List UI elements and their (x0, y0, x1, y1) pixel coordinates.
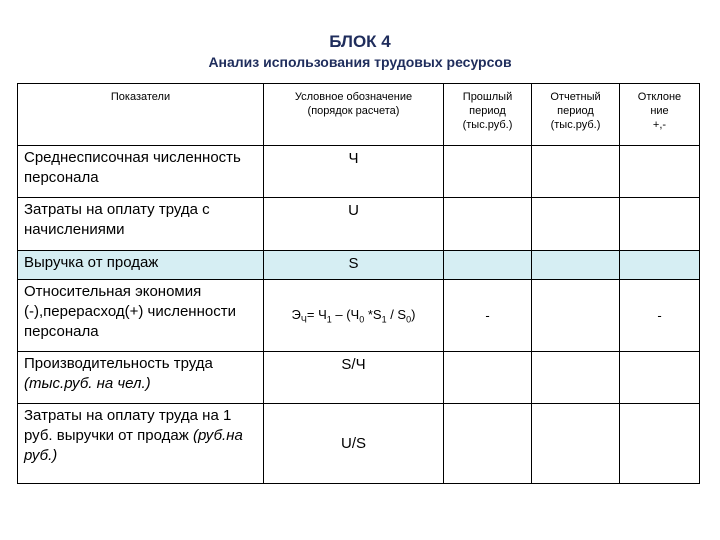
row-past (444, 352, 532, 404)
row-symbol: S (264, 251, 444, 280)
table-row (18, 404, 700, 484)
row-name: Затраты на оплату труда на 1 руб. выручки от продаж (руб.на руб.) (18, 404, 264, 484)
header-past-period: Прошлый период (тыс.руб.) (444, 84, 532, 146)
row-name: Относительная экономия (-),перерасход(+) численности персонала (18, 280, 264, 352)
row-symbol-formula (264, 280, 444, 352)
table-header-row (18, 84, 700, 146)
row-name: Затраты на оплату труда с начислениями (18, 198, 264, 251)
row-deviation: - (620, 280, 700, 352)
row-report (532, 251, 620, 280)
row-report (532, 280, 620, 352)
row-past (444, 404, 532, 484)
row-deviation (620, 198, 700, 251)
row-past (444, 251, 532, 280)
row-symbol: U (264, 198, 444, 251)
row-report (532, 198, 620, 251)
row-report (532, 404, 620, 484)
table-row (18, 198, 700, 251)
row-report (532, 146, 620, 198)
row-name: Среднесписочная численность персонала (18, 146, 264, 198)
row-name: Выручка от продаж (18, 251, 264, 280)
block-subtitle: Анализ использования трудовых ресурсов (208, 54, 512, 70)
table-row-highlighted (18, 251, 700, 280)
row-name: Производительность труда (тыс.руб. на чел.) (18, 352, 264, 404)
economy-formula: $Э_Ч= Ч_1 - (Ч_0$ $*S_1 / S_0$) (291, 307, 416, 325)
row-symbol: S/Ч (264, 352, 444, 404)
table-row (18, 352, 700, 404)
row-past (444, 146, 532, 198)
row-deviation (620, 352, 700, 404)
table-row (18, 280, 700, 352)
row-deviation (620, 404, 700, 484)
header-deviation: Отклоне ние +,- (620, 84, 700, 146)
table-row (18, 146, 700, 198)
header-report-period: Отчетный период (тыс.руб.) (532, 84, 620, 146)
block-title: БЛОК 4 (329, 32, 391, 51)
row-deviation (620, 146, 700, 198)
row-past (444, 198, 532, 251)
row-deviation (620, 251, 700, 280)
header-notation: Условное обозначение (порядок расчета) (264, 84, 444, 146)
row-past: - (444, 280, 532, 352)
row-symbol: Ч (264, 146, 444, 198)
header-indicator: Показатели (18, 84, 264, 146)
row-symbol: U/S (264, 404, 444, 484)
row-report (532, 352, 620, 404)
labor-resources-table (17, 83, 700, 484)
